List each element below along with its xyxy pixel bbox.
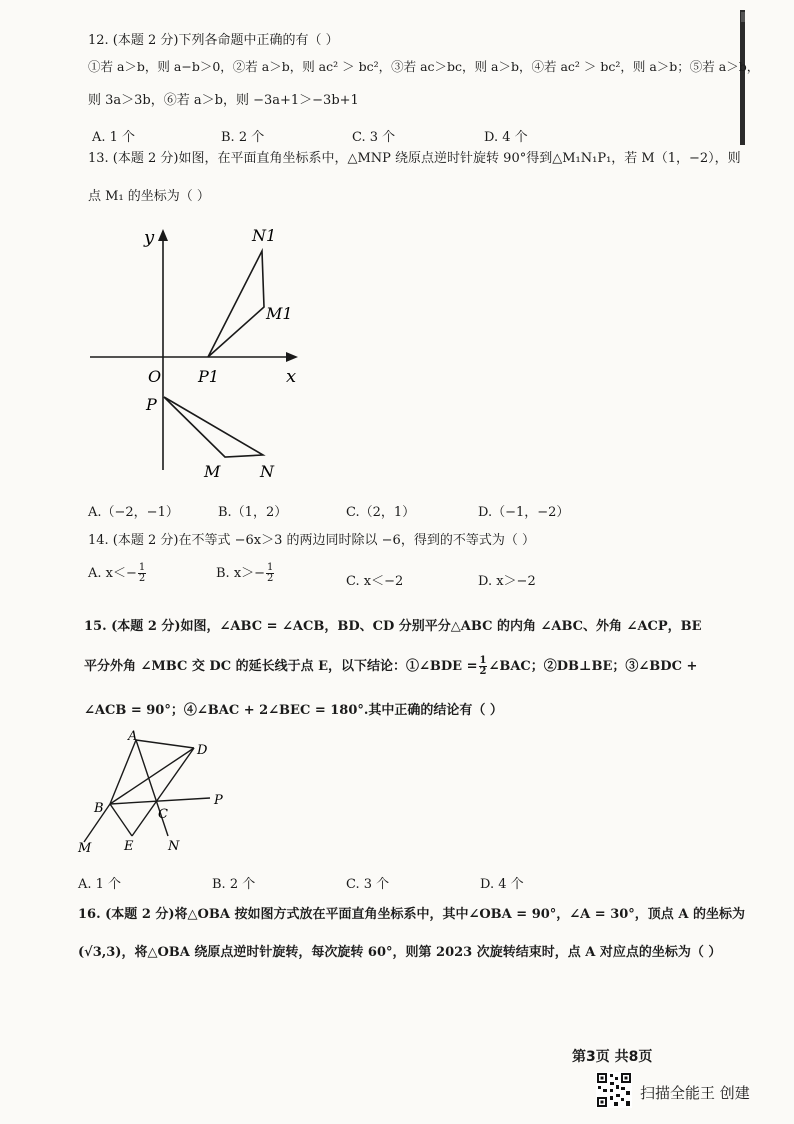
fraction-numerator: 1: [267, 562, 274, 573]
segment-be: [110, 804, 132, 836]
q15-conclusion-1-post: ∠BAC；②DB⊥BE；③∠BDC +: [488, 659, 698, 674]
fraction-denominator: 2: [479, 666, 487, 677]
q14-option-b-text: B. x＞−: [216, 566, 266, 581]
label-c: C: [158, 807, 168, 822]
y-axis-arrow: [158, 229, 168, 241]
q13-coordinate-plot: [80, 215, 320, 490]
segment-ad: [136, 740, 194, 748]
q13-stem-cont: 点 M₁ 的坐标为（ ）: [88, 189, 210, 204]
label-p1: P1: [198, 367, 219, 386]
q14-option-b-fraction: [266, 563, 274, 584]
label-n: N: [168, 839, 180, 854]
fraction-numerator: 1: [479, 655, 487, 666]
scan-edge-mark: [741, 12, 745, 22]
q15-option-d: D. 4 个: [480, 877, 524, 892]
q15-option-c: C. 3 个: [346, 877, 390, 892]
q14-option-a-text: A. x＜−: [88, 566, 137, 581]
q12-option-a: A. 1 个: [92, 130, 136, 145]
label-a: A: [128, 729, 138, 744]
segment-ab: [110, 740, 136, 804]
scanner-watermark: 扫描全能王 创建: [640, 1084, 750, 1102]
fraction-denominator: 2: [267, 573, 274, 584]
label-origin: O: [148, 367, 162, 386]
segment-bp: [110, 798, 210, 804]
x-axis-arrow: [286, 352, 298, 362]
label-b: B: [94, 801, 104, 816]
q13-option-a: A.（−2，−1）: [88, 505, 179, 520]
q12-option-c: C. 3 个: [352, 130, 396, 145]
label-y: y: [144, 227, 155, 248]
q14-stem: 14. (本题 2 分)在不等式 −6x＞3 的两边同时除以 −6，得到的不等式为（ ）: [88, 533, 535, 548]
label-d: D: [197, 743, 208, 758]
q15-fraction: [479, 656, 488, 677]
label-n: N: [260, 462, 274, 481]
q14-option-a-fraction: [138, 563, 146, 584]
segment-bd: [110, 748, 194, 804]
label-n1: N1: [252, 226, 277, 245]
triangle-mnp: [164, 397, 263, 457]
q15-geometry-diagram: [76, 728, 236, 858]
label-x: x: [286, 366, 297, 387]
q15-stem-cont: [84, 656, 697, 677]
scan-edge-shadow: [740, 10, 745, 145]
q13-option-c: C.（2，1）: [346, 505, 416, 520]
label-p: P: [146, 395, 157, 414]
q13-figure: [80, 215, 320, 494]
q14-option-c: C. x＜−2: [346, 574, 404, 589]
q15-stem: 15. (本题 2 分)如图，∠ABC = ∠ACB，BD、CD 分别平分△ABC 的内角 ∠ABC、外角 ∠ACP，BE: [84, 619, 702, 634]
fraction-numerator: 1: [138, 562, 146, 573]
q13-stem: 13. (本题 2 分)如图，在平面直角坐标系中，△MNP 绕原点逆时针旋转 90°得到△M₁N₁P₁，若 M（1，−2），则: [88, 151, 741, 166]
q16-stem-cont: (√3,3)，将△OBA 绕原点逆时针旋转，每次旋转 60°，则第 2023 次旋转结束时，点 A 对应点的坐标为（ ）: [78, 945, 722, 960]
q13-option-d: D.（−1，−2）: [478, 505, 570, 520]
qr-code-icon: [596, 1072, 632, 1108]
q15-figure: [76, 728, 236, 862]
label-m: M: [78, 841, 92, 856]
q12-propositions-2: 则 3a＞3b，⑥若 a＞b，则 −3a+1＞−3b+1: [88, 93, 359, 108]
q12-propositions-1: ①若 a＞b，则 a−b＞0，②若 a＞b，则 ac² ＞ bc²，③若 ac＞bc，则 a＞b，④若 ac² ＞ bc²，则 a＞b；⑤若 a＞b，: [88, 59, 760, 74]
fraction-denominator: 2: [138, 573, 146, 584]
q12-option-d: D. 4 个: [484, 130, 528, 145]
q15-option-a: A. 1 个: [78, 877, 122, 892]
q14-option-a: [88, 562, 147, 584]
q12-option-b: B. 2 个: [221, 130, 265, 145]
q15-stem-cont-2: ∠ACB = 90°；④∠BAC + 2∠BEC = 180°.其中正确的结论有（ ）: [84, 703, 503, 718]
q15-conclusion-1-pre: 平分外角 ∠MBC 交 DC 的延长线于点 E，以下结论：①∠BDE =: [84, 659, 478, 674]
q14-option-b: [216, 562, 275, 584]
label-p: P: [214, 793, 223, 808]
label-m: M: [204, 462, 221, 481]
triangle-m1n1p1: [208, 251, 264, 357]
q12-stem: 12. (本题 2 分)下列各命题中正确的有（ ）: [88, 33, 339, 48]
label-e: E: [124, 839, 134, 854]
q15-option-b: B. 2 个: [212, 877, 256, 892]
page-number: 第3页 共8页: [572, 1049, 653, 1065]
q14-option-d: D. x＞−2: [478, 574, 536, 589]
q16-stem: 16. (本题 2 分)将△OBA 按如图方式放在平面直角坐标系中，其中∠OBA = 90°，∠A = 30°，顶点 A 的坐标为: [78, 907, 745, 922]
q13-option-b: B.（1，2）: [218, 505, 288, 520]
label-m1: M1: [266, 304, 293, 323]
